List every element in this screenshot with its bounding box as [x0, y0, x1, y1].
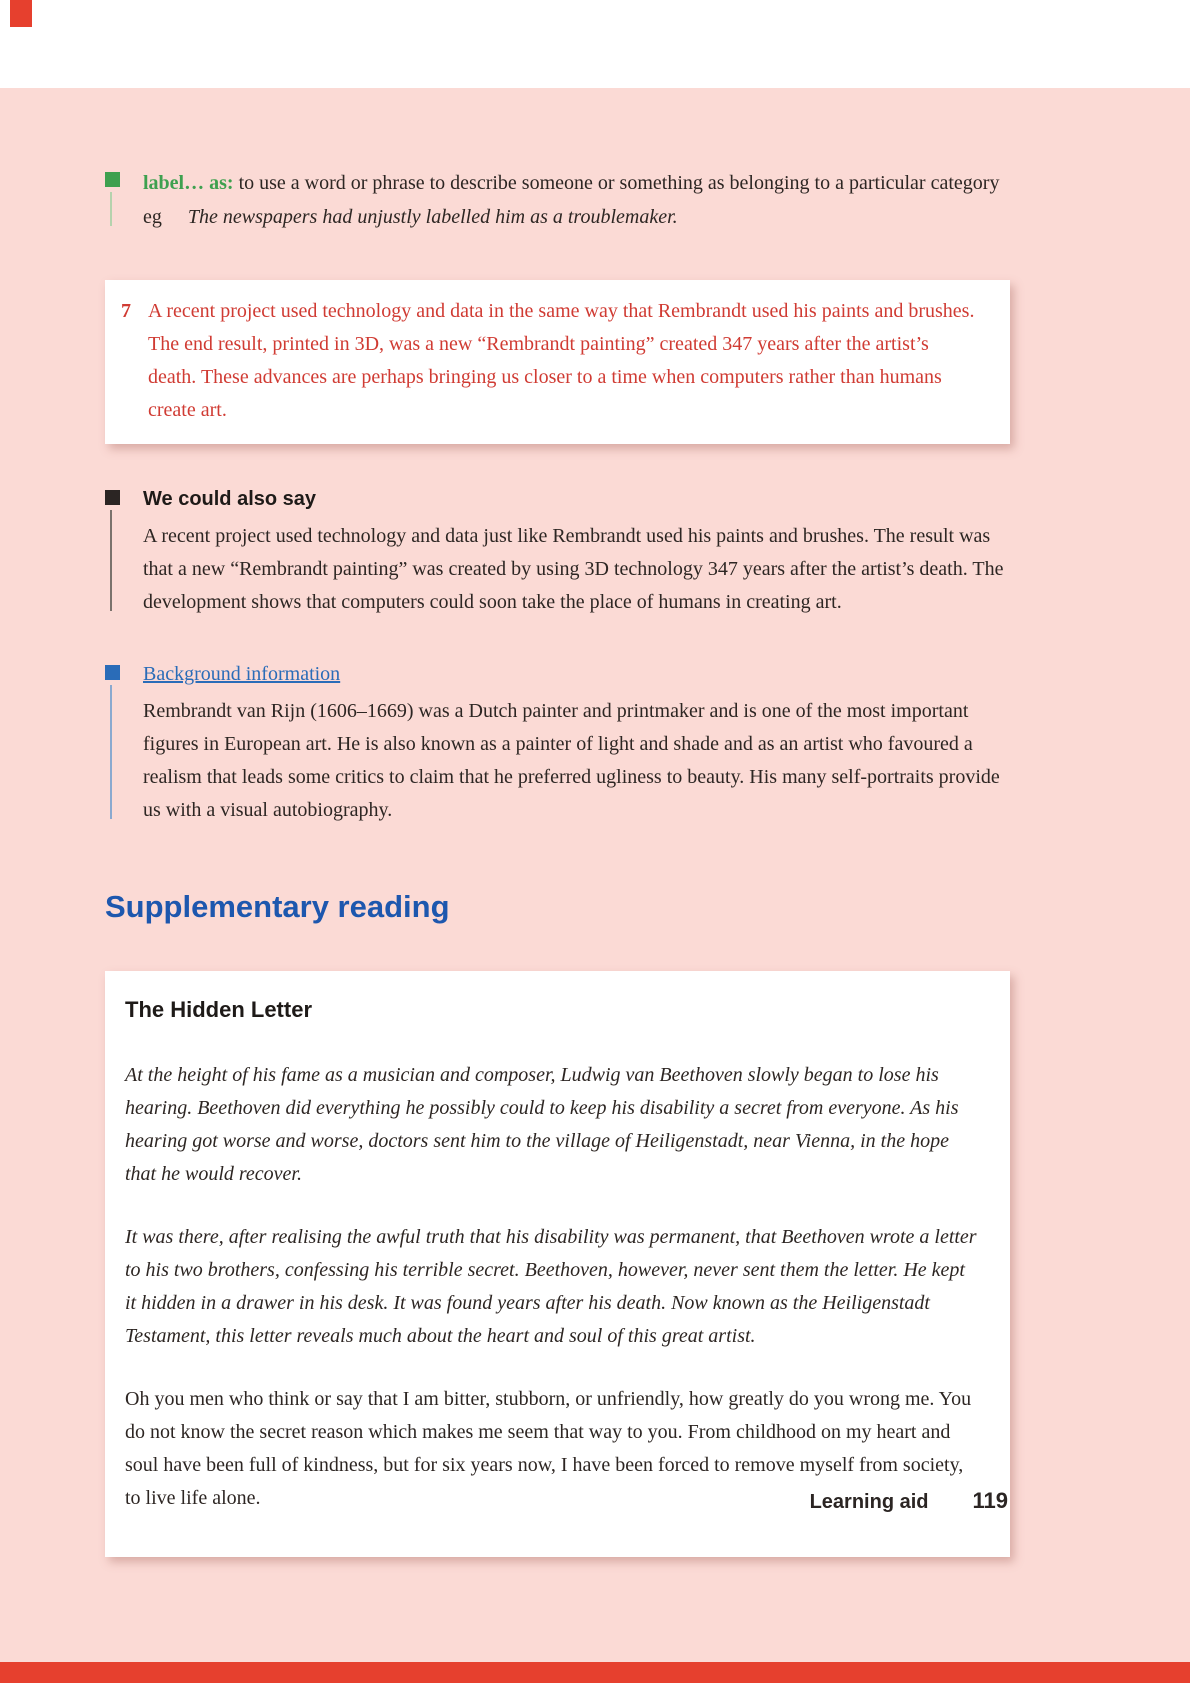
background-info-marker — [105, 659, 143, 827]
green-square-bullet-icon — [105, 172, 120, 187]
vocab-example-line — [143, 200, 1010, 234]
blue-square-bullet-icon — [105, 665, 120, 680]
item7-box — [105, 280, 1010, 444]
vocab-definition-line — [143, 166, 1010, 200]
hidden-letter-para-3: Oh you men who think or say that I am bitter, stubborn, or unfriendly, how greatly do you wrong me. You do not know the secret reason which makes me seem that way to you. From childhood on my heart and soul have been full of kindness, but for six years now, I have been forced to remove myself from society, to live life alone. — [125, 1388, 972, 1509]
page-number: 119 — [972, 1488, 1008, 1513]
footer-section-label: Learning aid — [809, 1491, 929, 1513]
vocab-rule-line — [110, 192, 112, 226]
page-footer — [810, 1488, 1008, 1514]
item7-text: A recent project used technology and data in the same way that Rembrandt used his paints and brushes. The end result, printed in 3D, was a new “Rembrandt painting” created 347 years after the artist’s death. These advances are perhaps bringing us closer to a time when computers rather than humans create art. — [148, 300, 975, 421]
could-also-say-rule-line — [110, 510, 112, 611]
dark-square-bullet-icon — [105, 490, 120, 505]
vocab-term: label… as: — [143, 172, 234, 194]
top-margin-strip — [0, 0, 1190, 88]
could-also-say-text: A recent project used technology and data just like Rembrandt used his paints and brushes. The result was that a new “Rembrandt painting” was created by using 3D technology 347 years after the artist’s death. The development shows that computers could soon take the place of humans in creating art. — [143, 525, 1004, 613]
page-content — [0, 88, 1190, 1557]
eg-label: eg — [143, 206, 162, 228]
red-corner-tab — [10, 0, 32, 27]
hidden-letter-box — [105, 971, 1010, 1557]
could-also-say-entry — [105, 484, 1010, 619]
vocab-entry — [105, 166, 1010, 234]
supplementary-reading-heading: Supplementary reading — [105, 889, 450, 924]
hidden-letter-para-1: At the height of his fame as a musician and composer, Ludwig van Beethoven slowly began to lose his hearing. Beethoven did everything he possibly could to keep his disability a secret from everyone. As his hearing got worse and worse, doctors sent him to the village of Heiligenstadt, near Vienna, in the hope that he would recover. — [125, 1064, 959, 1185]
background-info-heading: Background information — [143, 663, 341, 685]
hidden-letter-title: The Hidden Letter — [125, 997, 313, 1022]
vocab-definition: to use a word or phrase to describe someone or something as belonging to a particular category — [238, 172, 1000, 194]
background-info-entry — [105, 659, 1010, 827]
vocab-example: The newspapers had unjustly labelled him as a troublemaker. — [187, 206, 678, 228]
item7-number: 7 — [121, 300, 131, 322]
vocab-marker — [105, 166, 143, 234]
could-also-say-heading: We could also say — [143, 488, 317, 510]
hidden-letter-para-2: It was there, after realising the awful truth that his disability was permanent, that Beethoven wrote a letter to his two brothers, confessing his terrible secret. Beethoven, however, never sent them the letter. He kept it hidden in a drawer in his desk. It was found years after his death. Now known as the Heiligenstadt Testament, this letter reveals much about the heart and soul of this great artist. — [125, 1226, 977, 1347]
bottom-red-bar — [0, 1662, 1190, 1683]
background-info-rule-line — [110, 685, 112, 819]
background-info-text: Rembrandt van Rijn (1606–1669) was a Dutch painter and printmaker and is one of the most important figures in European art. He is also known as a painter of light and shade and as an artist who favoured a realism that leads some critics to claim that he preferred ugliness to beauty. His many self-portraits provide us with a visual autobiography. — [143, 700, 1000, 821]
could-also-say-marker — [105, 484, 143, 619]
